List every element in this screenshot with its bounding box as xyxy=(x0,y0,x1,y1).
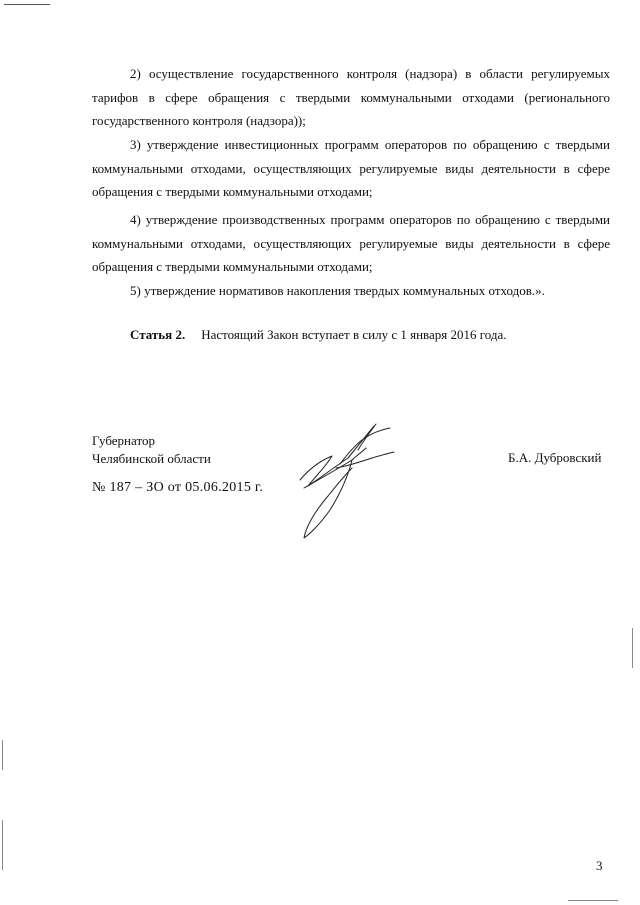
paragraph-text: 4) утверждение производственных программ операторов по обращению с твердыми коммунальными отходами, осуществляющих регулируемые виды деятельности в сфере обращения с твердыми коммунальными отходами; xyxy=(92,212,610,274)
scan-edge-mark xyxy=(632,628,633,668)
article-text: Настоящий Закон вступает в силу с 1 января 2016 года. xyxy=(201,327,507,342)
article-2 xyxy=(130,327,507,343)
signatory-name: Б.А. Дубровский xyxy=(508,450,602,465)
article-label: Статья 2. xyxy=(130,327,186,342)
scan-edge-mark xyxy=(2,740,3,770)
handwritten-signature xyxy=(296,420,406,545)
paragraph-item-5 xyxy=(92,279,610,303)
scan-edge-mark xyxy=(568,900,618,901)
top-rule xyxy=(4,4,50,5)
governor-title xyxy=(92,432,211,468)
paragraph-text: 3) утверждение инвестиционных программ операторов по обращению с твердыми коммунальными отходами, осуществляющих регулируемые виды деятельности в сфере обращения с твердыми коммунальными отходами; xyxy=(92,137,610,199)
paragraph-text: 5) утверждение нормативов накопления твердых коммунальных отходов.». xyxy=(130,283,545,298)
paragraph-item-3 xyxy=(92,133,610,204)
governor-title-line2: Челябинской области xyxy=(92,451,211,466)
governor-title-line1: Губернатор xyxy=(92,433,155,448)
paragraph-item-2 xyxy=(92,62,610,133)
page-number: 3 xyxy=(596,858,603,873)
scan-edge-mark xyxy=(2,820,3,870)
law-number: № 187 – ЗО от 05.06.2015 г. xyxy=(92,480,264,495)
paragraph-text: 2) осуществление государственного контроля (надзора) в области регулируемых тарифов в сфере обращения с твердыми коммунальными отходами (регионального государственного контроля (надзора)); xyxy=(92,66,610,128)
paragraph-item-4 xyxy=(92,208,610,279)
